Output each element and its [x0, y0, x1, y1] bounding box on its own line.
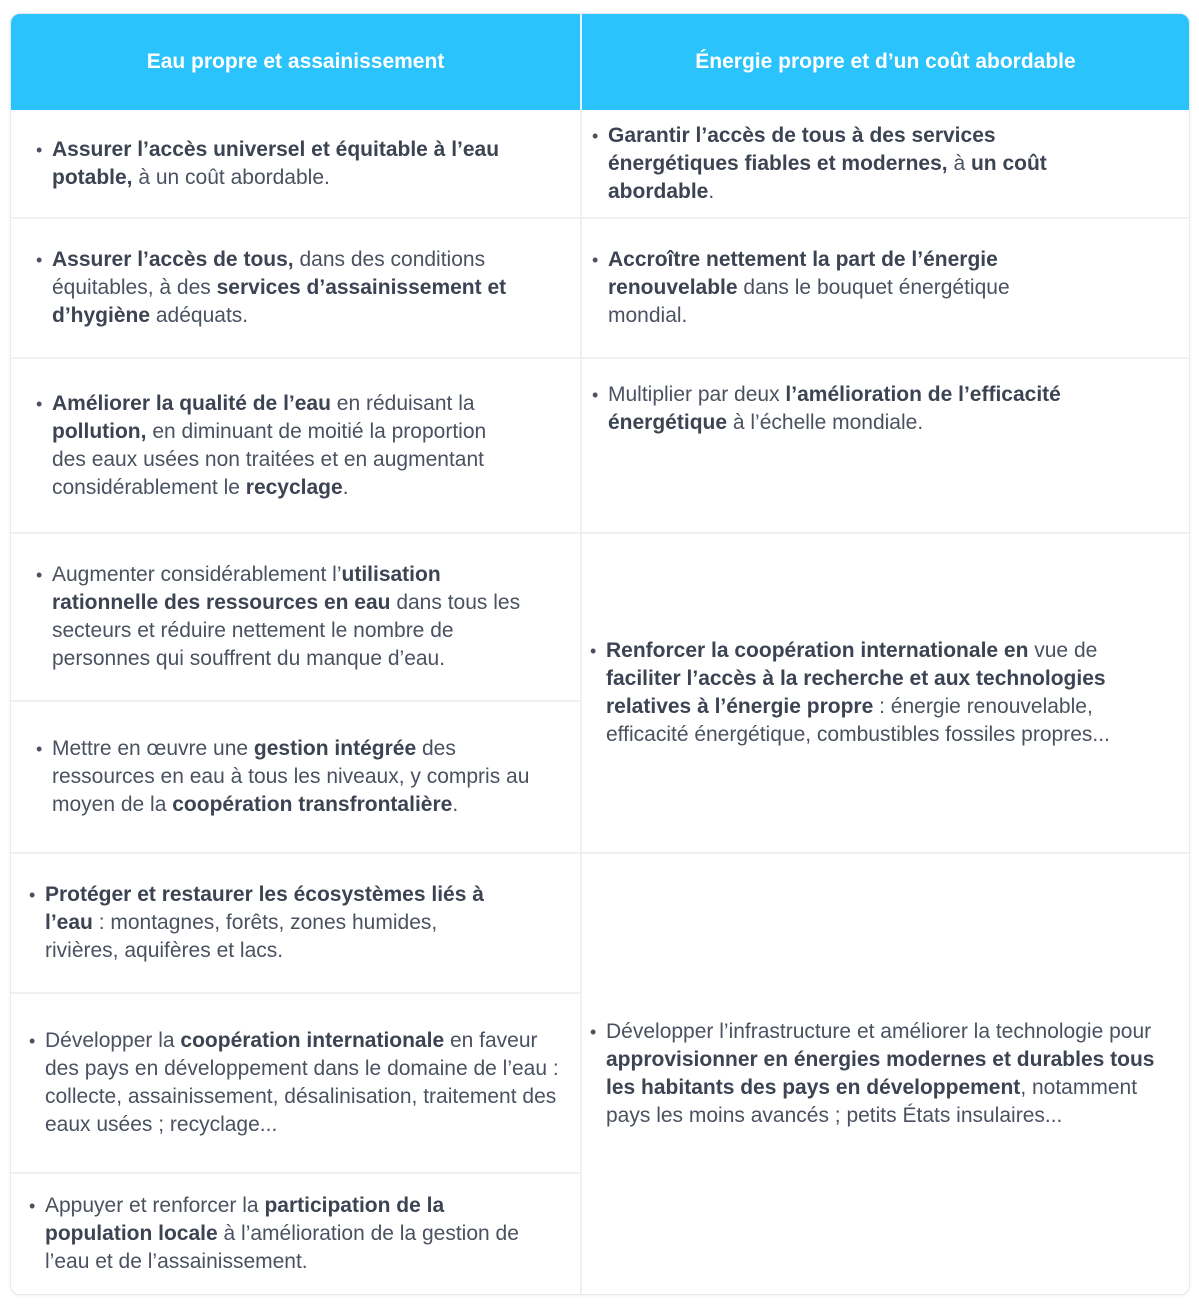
- column-header-water-title: Eau propre et assainissement: [146, 50, 445, 73]
- bold-text: gestion intégrée: [253, 737, 417, 760]
- energy-target-3: [582, 359, 1189, 534]
- bold-text: utilisation rationnelle des ressources en eau: [52, 563, 441, 614]
- list-item: [29, 1192, 535, 1276]
- body-text: .: [708, 179, 715, 203]
- water-target-1: [11, 110, 580, 219]
- bullet-dot-icon: •: [592, 125, 599, 146]
- bold-text: Accroître nettement la part de l’énergie renouvelable: [608, 248, 998, 299]
- bullet-dot-icon: •: [592, 385, 599, 405]
- bold-text: Garantir l’accès de tous à des services énergétiques fiables et modernes,: [608, 123, 996, 175]
- list-item: [590, 1018, 1177, 1130]
- bold-text: services d’assainissement et d’hygiène: [52, 276, 507, 327]
- bold-text: approvisionner en énergies modernes et durables tous les habitants des pays en développement: [606, 1048, 1155, 1099]
- body-text: dans le bouquet énergétique mondial.: [608, 276, 1010, 327]
- body-text: à un coût abordable.: [132, 165, 330, 189]
- bullet-dot-icon: •: [36, 393, 43, 414]
- bullet-dot-icon: •: [36, 739, 43, 759]
- body-text: à l’échelle mondiale.: [727, 411, 924, 434]
- list-item: [590, 637, 1177, 749]
- bullet-dot-icon: •: [592, 250, 599, 270]
- column-header-energy-title: Énergie propre et d’un coût abordable: [695, 50, 1076, 73]
- column-header-energy: [582, 14, 1189, 110]
- bold-text: participation de la population locale: [45, 1194, 445, 1245]
- body-text: des ressources en eau à tous les niveaux, y compris au moyen de la: [52, 737, 530, 816]
- water-target-5: [11, 702, 580, 854]
- bullet-dot-icon: •: [36, 565, 43, 585]
- list-item: [36, 561, 535, 673]
- list-item: [29, 881, 490, 965]
- list-item: [592, 122, 1114, 206]
- bullet-dot-icon: •: [590, 641, 597, 661]
- list-item: [36, 246, 510, 330]
- bold-text: pollution,: [52, 419, 147, 443]
- body-text: dans des conditions équitables, à des: [52, 248, 486, 299]
- list-item: [36, 136, 510, 192]
- body-text: en réduisant la: [330, 391, 475, 415]
- body-text: en diminuant de moitié la proportion des eaux usées non traitées et en augmentant considérablement le: [52, 419, 487, 499]
- column-header-water: [11, 14, 580, 110]
- energy-target-2: [582, 219, 1189, 359]
- bold-text: Assurer l’accès de tous,: [52, 248, 294, 271]
- bold-text: coopération internationale: [180, 1029, 445, 1052]
- list-item: [592, 381, 1154, 437]
- bullet-dot-icon: •: [590, 1022, 597, 1042]
- body-text: en faveur des pays en développement dans le domaine de l’eau : collecte, assainissement, désalinisation, traitement des eaux usées ; recyclage...: [45, 1029, 559, 1136]
- body-text: à l’amélioration de la gestion de l’eau et de l’assainissement.: [45, 1222, 519, 1273]
- water-target-7: [11, 994, 580, 1174]
- bullet-dot-icon: •: [36, 139, 43, 160]
- body-text: Mettre en œuvre une: [52, 737, 254, 760]
- list-item: [36, 390, 525, 502]
- bold-text: faciliter l’accès à la recherche et aux technologies relatives à l’énergie propre: [606, 667, 1106, 718]
- body-text: Développer l’infrastructure et améliorer la technologie pour: [606, 1020, 1152, 1043]
- bold-text: coopération transfrontalière: [172, 793, 453, 816]
- bold-text: l’amélioration de l’efficacité énergétique: [608, 383, 1061, 434]
- water-target-3: [11, 359, 580, 534]
- body-text: .: [452, 793, 459, 816]
- water-target-4: [11, 534, 580, 702]
- body-text: vue de: [1028, 639, 1098, 662]
- bullet-dot-icon: •: [29, 1031, 36, 1051]
- bullet-dot-icon: •: [36, 250, 43, 270]
- bold-text: Améliorer la qualité de l’eau: [52, 391, 331, 415]
- list-item: [29, 1027, 575, 1139]
- body-text: Appuyer et renforcer la: [45, 1194, 265, 1217]
- energy-target-1: [582, 110, 1189, 219]
- body-text: à: [947, 151, 971, 175]
- body-text: Augmenter considérablement l’: [52, 563, 342, 586]
- body-text: Multiplier par deux: [608, 383, 786, 406]
- body-text: , notamment pays les moins avancés ; petits États insulaires...: [606, 1076, 1138, 1127]
- bullet-dot-icon: •: [29, 1196, 36, 1216]
- bold-text: un coût abordable: [608, 151, 1047, 203]
- body-text: .: [342, 475, 349, 499]
- bold-text: Assurer l’accès universel et équitable à l’eau potable,: [52, 137, 500, 189]
- body-text: Développer la: [45, 1029, 181, 1052]
- bullet-dot-icon: •: [29, 885, 36, 905]
- energy-target-4: [582, 534, 1189, 854]
- body-text: dans tous les secteurs et réduire nettement le nombre de personnes qui souffrent du manque d’eau.: [52, 591, 521, 670]
- body-text: : montagnes, forêts, zones humides, rivières, aquifères et lacs.: [45, 911, 438, 962]
- water-target-8: [11, 1174, 580, 1294]
- body-text: adéquats.: [150, 304, 249, 327]
- bold-text: Renforcer la coopération internationale en: [606, 639, 1029, 662]
- sdg-comparison-table: [10, 13, 1190, 1295]
- bold-text: Protéger et restaurer les écosystèmes liés à l’eau: [45, 883, 484, 934]
- body-text: : énergie renouvelable, efficacité énergétique, combustibles fossiles propres...: [606, 695, 1110, 746]
- bold-text: recyclage: [245, 475, 343, 499]
- water-target-6: [11, 854, 580, 994]
- list-item: [36, 735, 535, 819]
- list-item: [592, 246, 1094, 330]
- water-target-2: [11, 219, 580, 359]
- energy-target-5: [582, 854, 1189, 1294]
